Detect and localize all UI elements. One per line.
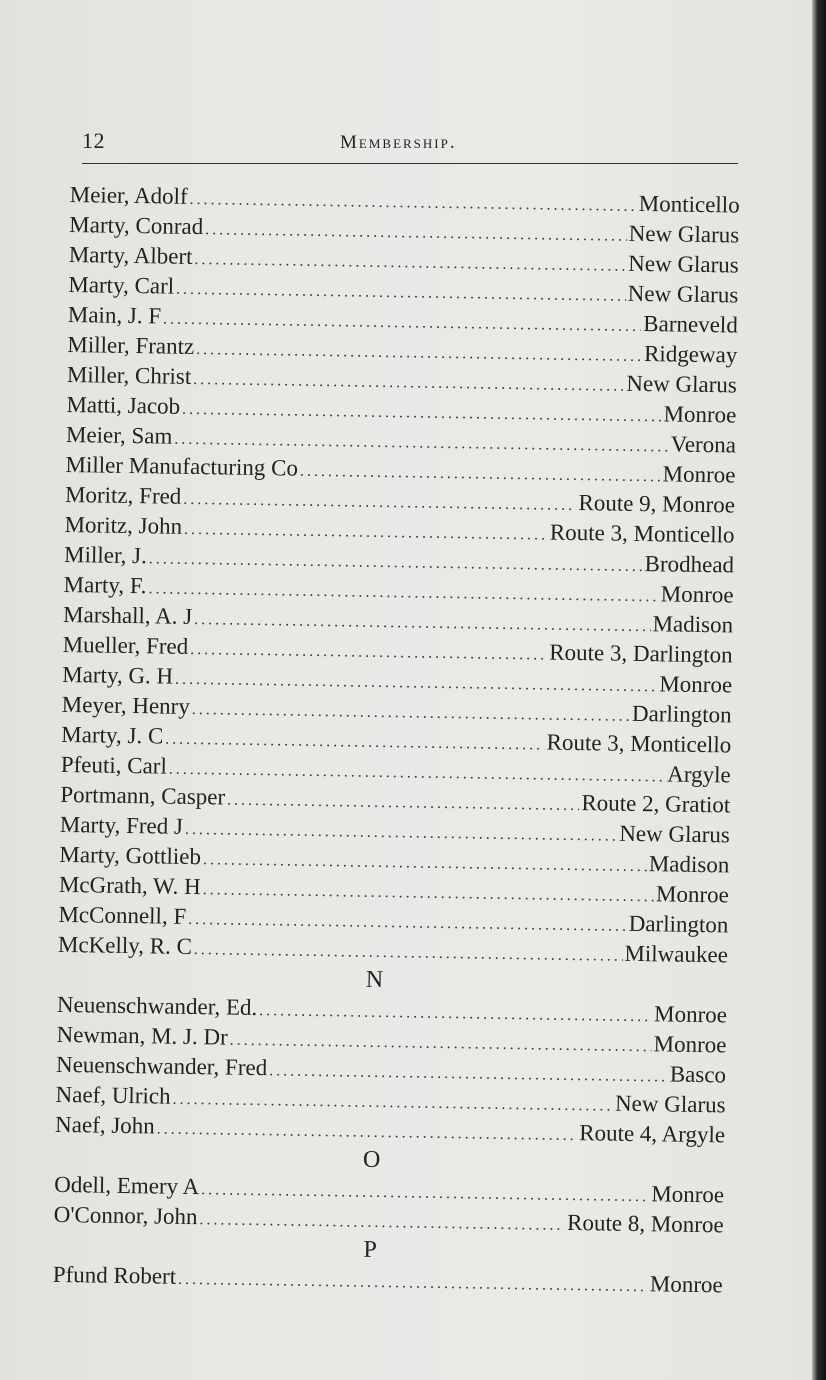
member-place: Monroe [649,1271,723,1298]
member-place: Monroe [653,1031,727,1058]
member-name: Portmann, Casper [60,781,226,810]
member-name: Moritz, John [64,511,183,539]
member-place: Monroe [659,671,733,698]
member-place: Barneveld [643,311,739,338]
member-place: Route 9, Monroe [578,490,736,518]
member-place: Route 3, Monticello [546,729,732,758]
member-name: Marshall, A. J [62,601,193,629]
member-name: Miller, Frantz [67,331,195,359]
section-letter: O [362,1146,381,1173]
member-place: Basco [669,1061,727,1088]
member-place: New Glarus [626,370,738,398]
member-name: Miller Manufacturing Co [65,451,299,481]
member-place: Monroe [655,881,730,908]
section-letter: N [365,966,384,994]
member-place: Route 3, Darlington [549,639,733,668]
dot-leader [199,1205,565,1241]
member-name: McGrath, W. H [58,871,201,900]
member-name: Newman, M. J. Dr [56,1021,228,1050]
member-place: Monroe [660,581,734,608]
member-place: Monroe [651,1181,725,1208]
member-name: Marty, F. [63,571,147,599]
member-place: Route 4, Argyle [579,1120,726,1148]
member-place: Milwaukee [624,940,729,968]
member-place: Ridgeway [643,341,738,368]
member-name: Main, J. F [67,301,162,329]
member-place: Brodhead [644,551,735,578]
member-place: Monroe [663,401,737,428]
member-name: Meier, Adolf [69,181,188,209]
member-name: Odell, Emery A [54,1171,200,1200]
member-place: Madison [652,611,734,638]
member-name: Marty, Conrad [69,211,204,240]
member-name: McKelly, R. C [57,931,193,960]
member-place: New Glarus [619,820,730,848]
member-name: Matti, Jacob [66,391,181,419]
member-place: Verona [670,431,737,458]
member-place: New Glarus [628,250,739,278]
page-number: 12 [82,128,105,153]
member-name: Pfund Robert [52,1261,177,1289]
member-name: Naef, John [54,1111,155,1139]
member-place: New Glarus [628,220,740,248]
member-place: New Glarus [614,1090,726,1118]
dot-leader [178,1265,648,1302]
member-name: Meier, Sam [65,421,173,449]
member-name: Miller, Christ [66,361,192,389]
member-place: Darlington [628,910,729,938]
member-name: Marty, Albert [68,241,193,269]
section-letter: P [363,1236,378,1263]
member-name: Marty, Gottlieb [59,841,202,870]
member-name: Marty, Carl [68,271,175,299]
member-name: Naef, Ulrich [55,1081,171,1109]
member-name: Pfeuti, Carl [60,751,168,779]
member-place: Madison [648,851,730,878]
member-name: Marty, G. H [62,661,174,689]
member-name: Miller, J. [63,541,148,569]
member-place: Route 2, Gratiot [581,790,731,818]
member-place: Monroe [662,461,736,488]
member-place: Darlington [631,700,732,728]
member-name: Marty, Fred J [59,811,184,839]
running-title: Membership. [340,132,457,153]
member-place: New Glarus [627,280,739,308]
member-name: O'Connor, John [53,1201,198,1230]
member-name: Meyer, Henry [61,691,191,719]
member-name: Mueller, Fred [62,631,189,659]
page-edge-shadow [812,0,826,1380]
page-header [82,126,736,160]
member-name: McConnell, F [58,901,187,929]
member-place: Route 8, Monroe [566,1209,724,1238]
member-place: Monticello [638,190,740,218]
member-name: Moritz, Fred [64,481,182,509]
member-place: Monroe [653,1001,728,1028]
header-rule [82,163,738,164]
member-name: Marty, J. C [61,721,164,749]
member-name: Neuenschwander, Ed. [56,991,258,1021]
membership-list [53,180,740,1300]
member-place: Route 3, Monticello [549,519,735,548]
member-place: Argyle [667,761,731,788]
member-name: Neuenschwander, Fred [55,1051,268,1081]
